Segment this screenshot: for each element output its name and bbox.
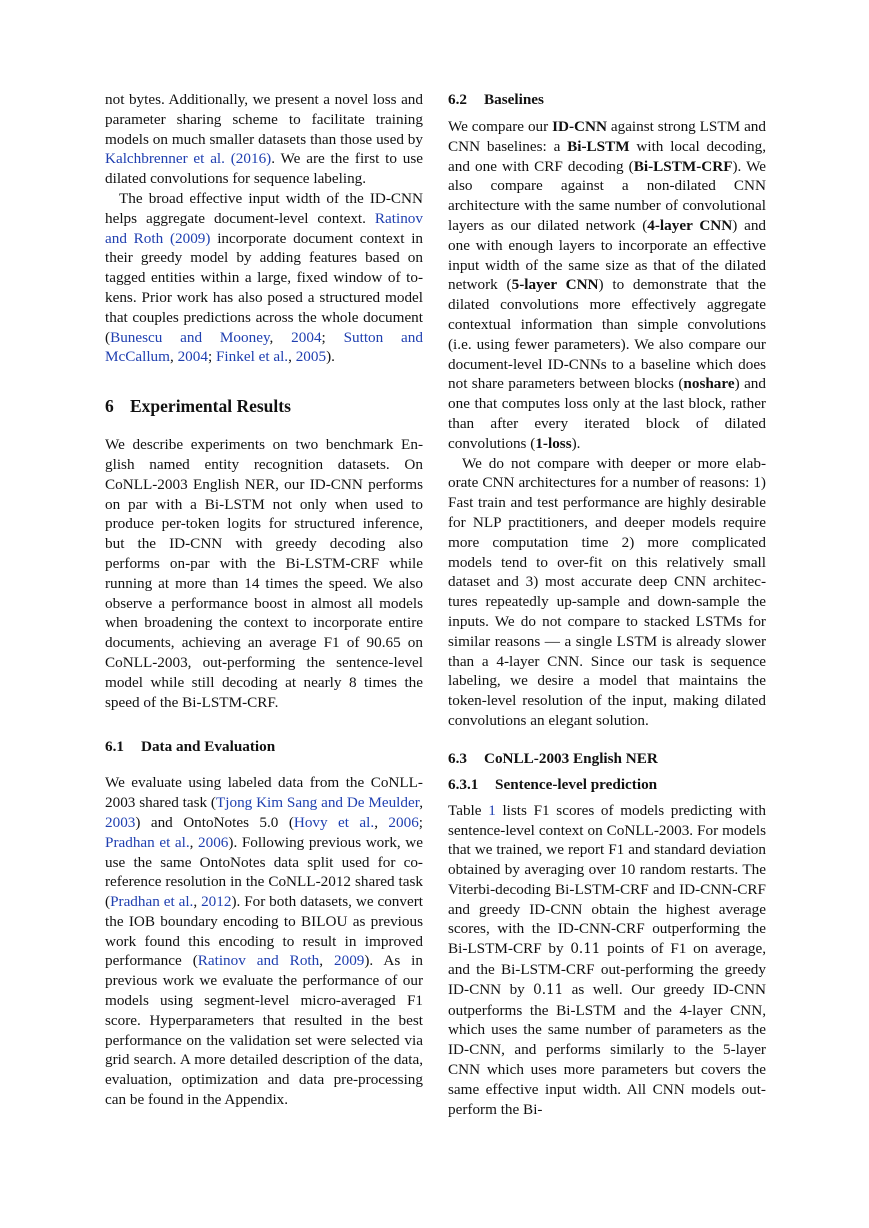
- subsubsection-heading: 6.3.1 Sentence-level prediction: [448, 775, 658, 793]
- citation-link[interactable]: (2009): [169, 229, 211, 247]
- text-run: against strong LSTM and CNN baselines: a: [448, 118, 766, 155]
- text-run: ;: [207, 348, 216, 366]
- text-run: We describe experiments on two benchmark English named entity recognition datasets. On CoNLL-2003 English NER, our ID-CNN performs on par with a Bi-LSTM not only when used to produce per-token logits for structured inference, but the ID-CNN with greedy decoding also performs on-par with the Bi-LSTM-CRF while running at more than 14 times the speed. We also observe a performance boost in almost all models when broadening the context to incorporate entire documents, achieving an average F1 of 90.65 on CoNLL-2003, out-performing the sentence-level model while still decoding at nearly 8 times the speed of the Bi-LSTM-CRF.: [105, 436, 423, 711]
- citation-link[interactable]: Finkel et al.: [215, 348, 289, 366]
- text-run: ,: [419, 794, 423, 812]
- bold-term: Bi-LSTM: [567, 137, 630, 155]
- inline-number: 0.11: [533, 981, 564, 998]
- citation-link[interactable]: Pradhan et al.: [110, 893, 194, 911]
- text-run: We compare our: [448, 118, 553, 135]
- paragraph: [105, 189, 423, 367]
- text-run: ) and OntoNotes 5.0 (: [135, 813, 294, 831]
- text-run: We evaluate using labeled data from the CoNLL-2003 shared task (: [105, 774, 423, 812]
- text-run: ). For both datasets, we convert the IOB boundary encoding to BILOU as previous work found this encoding to result in improved performance (: [105, 893, 424, 970]
- text-run: ). We also compare against a non-dilated CNN architecture with the same number of convolutional layers as our dilated network (: [448, 157, 766, 234]
- text-run: points of F1 on average, and the Bi-LSTM-CRF out-performing the greedy ID-CNN by: [448, 940, 766, 998]
- bold-term: Bi-LSTM-CRF: [633, 157, 733, 175]
- bold-term: ID-CNN: [552, 118, 607, 135]
- paragraph: [105, 773, 423, 1110]
- citation-link[interactable]: 2009: [334, 952, 365, 970]
- citation-link[interactable]: Bunescu and Mooney: [110, 328, 270, 346]
- text-run: . We are the first to use dilated convolutions for sequence labeling.: [105, 150, 423, 188]
- text-run: We do not compare with deeper or more elaborate CNN architectures for a number of reasons: 1) Fast train and test performance are highly desirable for NLP practitioners, and deeper models require more computation time 2) more complicated models tend to over-fit on this relatively small dataset and 3) most accurate deep CNN architectures repeatedly up-sample and down-sample the inputs. We do not compare to stacked LSTMs for similar reasons — a single LSTM is already slower than a 4-layer CNN. Since our task is sequence labeling, we desire a model that maintains the token-level resolution of the input, making dilated convolutions an elegant solution.: [448, 454, 766, 729]
- text-run: not bytes. Additionally, we present a novel loss and parameter sharing scheme to facilitate training models on much smaller datasets than those used by: [105, 91, 423, 148]
- text-run: ,: [319, 952, 334, 970]
- text-run: ).: [571, 434, 581, 452]
- text-run: ). As in previous work we evaluate the performance of our models using segment-level micro-averaged F1 score. Hyperparameters that resulted in the best performance on the validation set were selected via grid search. A more detailed description of the data, evaluation, optimization and data pre-processing can be found in the Appendix.: [105, 952, 423, 1109]
- text-run: as well. Our greedy ID-CNN outperforms the Bi-LSTM and the 4-layer CNN, which uses the same number of parameters as the ID-CNN, and performs similarly to the 5-layer CNN which uses more parameters but covers the same effective input width. All CNN models out-perform the Bi-: [448, 980, 766, 1118]
- section-heading: 6 Experimental Results: [105, 396, 291, 417]
- text-run: lists F1 scores of models predicting with sentence-level context on CoNLL-2003. For models that we trained, we report F1 and standard deviation obtained by averaging over 10 random restarts. The Viterbi-decoding Bi-LSTM-CRF and ID-CNN-CRF and greedy ID-CNN obtain the highest average scores, with the ID-CNN-CRF outperforming the Bi-LSTM-CRF by: [448, 801, 767, 958]
- citation-link[interactable]: Ratinov and Roth: [197, 952, 320, 970]
- text-run: ,: [288, 348, 296, 366]
- citation-link[interactable]: Hovy et al.: [293, 813, 375, 831]
- citation-link[interactable]: Sutton and McCallum: [105, 328, 423, 366]
- citation-link[interactable]: 2003: [105, 813, 136, 831]
- paragraph: [105, 90, 423, 189]
- text-run: ) to demonstrate that the dilated convolutions more effectively aggregate contextual information than simple convolutions (i.e. using fewer parameters). We also compare our document-level ID-CNNs to a baseline which does not share parameters between blocks (: [448, 276, 766, 393]
- citation-link[interactable]: Tjong Kim Sang and De Meulder: [215, 794, 420, 812]
- citation-link[interactable]: 2006: [198, 833, 229, 851]
- text-run: ,: [169, 348, 178, 366]
- text-run: with local decoding, and one with CRF decoding (: [448, 137, 767, 175]
- paragraph: [105, 435, 423, 712]
- citation-link[interactable]: 2012: [201, 893, 232, 911]
- text-run: ).: [326, 348, 335, 366]
- text-run: ) and one that computes loss only at the last block, rather than after every iterated block of dilated convolutions (: [448, 375, 766, 452]
- citation-link[interactable]: 2006: [388, 813, 419, 831]
- text-run: Table: [448, 801, 489, 819]
- paragraph: [448, 454, 766, 731]
- text-run: The broad effective input width of the ID-CNN helps aggregate document-level context.: [105, 189, 423, 227]
- text-run: [163, 230, 170, 247]
- text-run: ,: [374, 813, 389, 831]
- citation-link[interactable]: 2004: [291, 328, 322, 346]
- left-column: [105, 90, 423, 1110]
- citation-link[interactable]: Kalchbrenner et al. (2016): [105, 150, 272, 168]
- inline-number: 0.11: [570, 941, 601, 958]
- right-column: [448, 90, 766, 1119]
- text-run: incorporate document context in their greedy model by adding features based on tagged entities within a large, fixed window of tokens. Prior work has also posed a structured model that couples predictions across the whole document (: [105, 229, 424, 346]
- text-run: ,: [193, 893, 202, 911]
- bold-term: 4-layer CNN: [647, 216, 733, 234]
- citation-link[interactable]: Ratinov and Roth: [105, 209, 423, 247]
- citation-link[interactable]: 2005: [295, 348, 327, 366]
- citation-link[interactable]: Pradhan et al.: [105, 833, 190, 851]
- bold-term: noshare: [683, 375, 735, 393]
- citation-link[interactable]: 2004: [177, 348, 208, 366]
- paragraph: [448, 801, 766, 1120]
- text-run: ). Following previous work, we use the same OntoNotes data split used for co-reference resolution in the CoNLL-2012 shared task (: [105, 833, 424, 911]
- subsection-heading: 6.3 CoNLL-2003 English NER: [448, 749, 658, 767]
- subsection-heading: 6.1 Data and Evaluation: [105, 738, 276, 756]
- subsection-heading: 6.2 Baselines: [448, 91, 544, 108]
- paragraph: [448, 117, 766, 454]
- text-run: ,: [269, 328, 292, 346]
- text-run: ,: [189, 833, 199, 851]
- bold-term: 5-layer CNN: [511, 276, 599, 294]
- citation-link[interactable]: 1: [488, 801, 496, 819]
- bold-term: 1-loss: [535, 434, 572, 452]
- text-run: ;: [418, 813, 424, 831]
- text-run: ) and one with enough layers to incorporate an effective input width of the same size as that of the dilated network (: [448, 216, 767, 294]
- text-run: ;: [321, 328, 344, 346]
